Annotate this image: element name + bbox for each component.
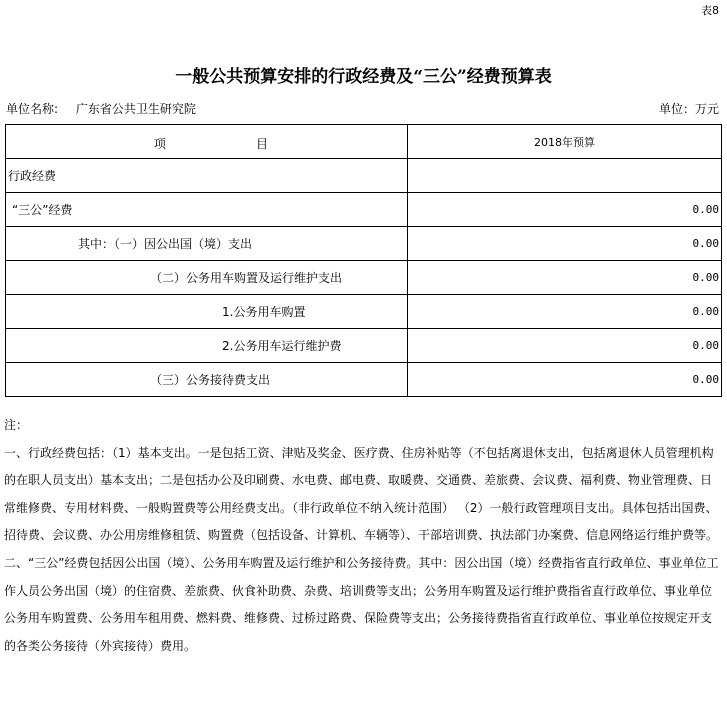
row-value: 0.00 [408,363,722,397]
header-item-b: 目 [256,137,269,151]
unit-name-label: 单位名称: [6,102,59,116]
notes-heading: 注： [4,418,29,432]
header-budget: 2018年预算 [408,125,722,159]
page-title: 一般公共预算安排的行政经费及“三公”经费预算表 [175,67,552,87]
row-value: 0.00 [408,261,722,295]
row-label: （三）公务接待费支出 [6,363,408,397]
unit-label: 单位：万元 [658,102,719,116]
note-paragraph-2: 二、“三公”经费包括因公出国（境）、公务用车购置及运行维护和公务接待费。其中：因公出国（境）经费指省直行政单位、事业单位工作人员公务出国（境）的住宿费、差旅费、伙食补助费、杂费、培训费等支出；公务用车购置及运行维护费指省直行政单位、事业单位公务用车购置费、公务用车租用费、燃料费、维修费、过桥过路费、保险费等支出；公务接待费指省直行政单位、事业单位按规定开支的各类公务接待（外宾接待）费用。 [4,555,719,653]
table-row [6,227,722,261]
table-row [6,363,722,397]
notes-section [4,412,720,660]
header-item-cell [6,125,408,159]
row-label: 行政经费 [6,159,408,193]
row-label: 2.公务用车运行维护费 [6,329,408,363]
row-label: “三公”经费 [6,193,408,227]
header-item-a: 项 [154,137,167,151]
table-number: 表8 [701,4,719,17]
budget-table [5,124,722,397]
row-value [408,159,722,193]
table-row [6,193,722,227]
row-value: 0.00 [408,329,722,363]
table-row [6,159,722,193]
row-label: 其中：（一）因公出国（境）支出 [6,227,408,261]
unit-name-value: 广东省公共卫生研究院 [75,102,196,116]
table-row [6,329,722,363]
row-label: （二）公务用车购置及运行维护支出 [6,261,408,295]
row-value: 0.00 [408,193,722,227]
row-label: 1.公务用车购置 [6,295,408,329]
row-value: 0.00 [408,295,722,329]
note-paragraph-1: 一、行政经费包括：（1）基本支出。一是包括工资、津贴及奖金、医疗费、住房补贴等（不包括离退休支出，包括离退休人员管理机构的在职人员支出）基本支出；二是包括办公及印刷费、水电费、邮电费、取暖费、交通费、差旅费、会议费、福利费、物业管理费、日常维修费、专用材料费、一般购置费等公用经费支出。（非行政单位不纳入统计范围） （2）一般行政管理项目支出。具体包括出国费、招待费、会议费、办公用房维修租赁、购置费（包括设备、计算机、车辆等）、干部培训费、执法部门办案费、信息网络运行维护费等。 [4,445,719,543]
table-row [6,261,722,295]
row-value: 0.00 [408,227,722,261]
table-row [6,295,722,329]
table-header-row [6,125,722,159]
unit-name [6,100,196,117]
